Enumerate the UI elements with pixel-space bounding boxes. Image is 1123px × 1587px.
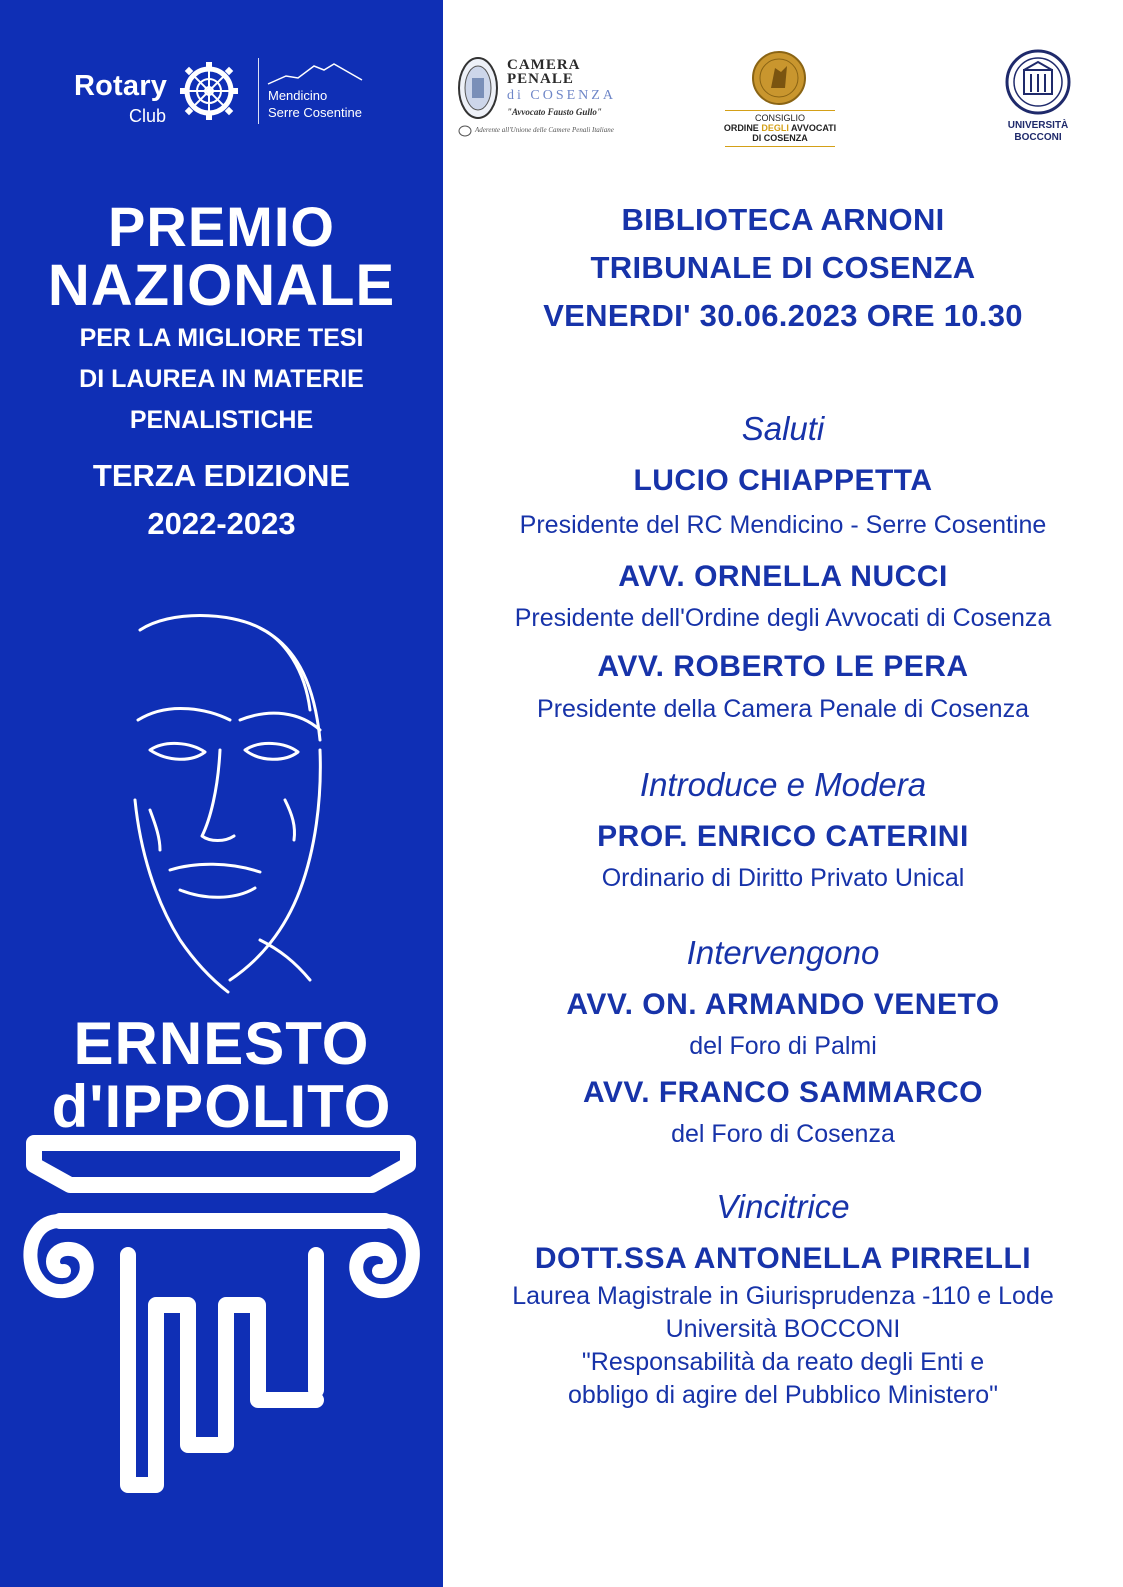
moderator-role: Ordinario di Diritto Privato Unical xyxy=(601,864,965,892)
ordine-bottom-rule xyxy=(725,146,835,147)
title-nazionale: NAZIONALE xyxy=(47,253,396,318)
portrait-illustration xyxy=(110,600,350,1010)
edition-label: TERZA EDIZIONE xyxy=(92,458,351,493)
section-vincitrice: Vincitrice xyxy=(716,1188,850,1225)
bocconi-logo xyxy=(998,48,1078,158)
honoree-last-name: d'IPPOLITO xyxy=(51,1073,392,1140)
section-intervengono: Intervengono xyxy=(686,934,880,971)
edition xyxy=(0,452,443,548)
ionic-column-icon xyxy=(0,1135,443,1515)
section-saluti: Saluti xyxy=(741,410,825,447)
speaker-name: LUCIO CHIAPPETTA xyxy=(633,464,933,497)
ordine-top-rule xyxy=(725,110,835,111)
ordine-line1: CONSIGLIO xyxy=(754,113,805,123)
section-modera: Introduce e Modera xyxy=(639,766,927,803)
winner-name: DOTT.SSA ANTONELLA PIRRELLI xyxy=(534,1242,1032,1275)
ordine-line2: ORDINE DEGLI AVVOCATI xyxy=(723,123,837,133)
camera-penale-logo xyxy=(457,54,647,154)
rotary-club-logo xyxy=(74,56,374,136)
camera-penale-mini-icon xyxy=(457,124,477,138)
edition-years: 2022-2023 xyxy=(147,506,296,541)
bocconi-crest-icon xyxy=(1004,48,1072,118)
rotary-brand: Rotary xyxy=(74,70,168,102)
winner-details xyxy=(443,1280,1123,1412)
rotary-wheel-icon xyxy=(178,60,240,122)
ordine-line3: DI COSENZA xyxy=(752,133,808,143)
camera-penale-line3: di COSENZA xyxy=(507,88,616,103)
rotary-location-line1: Mendicino xyxy=(268,88,328,103)
title-premio: PREMIO xyxy=(108,195,335,258)
camera-penale-line1: CAMERA PENALE xyxy=(507,57,581,87)
ordine-avvocati-logo xyxy=(715,50,845,160)
speaker-role: Presidente del RC Mendicino - Serre Cosentine xyxy=(519,511,1047,539)
subtitle-line: PER LA MIGLIORE TESI xyxy=(79,324,364,352)
rotary-club-label: Club xyxy=(129,106,167,126)
award-subtitle xyxy=(0,318,443,441)
subtitle-line: DI LAUREA IN MATERIE xyxy=(79,365,364,393)
speaker-name: AVV. FRANCO SAMMARCO xyxy=(582,1076,983,1109)
bocconi-line2: BOCCONI xyxy=(1014,132,1062,143)
thesis-title-line: "Responsabilità da reato degli Enti e xyxy=(581,1348,985,1376)
venue-line: TRIBUNALE DI COSENZA xyxy=(590,250,976,285)
speaker-role: Presidente della Camera Penale di Cosenza xyxy=(537,695,1029,723)
partner-logos xyxy=(443,40,1123,160)
speaker-name: AVV. ORNELLA NUCCI xyxy=(618,560,948,593)
left-panel xyxy=(0,0,443,1587)
speaker-role: del Foro di Palmi xyxy=(689,1032,877,1060)
speaker-role: Presidente dell'Ordine degli Avvocati di Cosenza xyxy=(514,604,1052,632)
ordine-seal-icon xyxy=(751,50,807,106)
bocconi-line1: UNIVERSITÀ xyxy=(1007,120,1069,131)
event-datetime: VENERDI' 30.06.2023 ORE 10.30 xyxy=(543,298,1023,333)
rotary-location-line2: Serre Cosentine xyxy=(268,105,362,120)
venue-line: BIBLIOTECA ARNONI xyxy=(621,202,945,237)
speaker-name: AVV. ON. ARMANDO VENETO xyxy=(566,988,1000,1021)
event-venue xyxy=(443,196,1123,340)
camera-penale-caption: Aderente all'Unione delle Camere Penali Italiane xyxy=(475,126,614,134)
camera-penale-seal-icon xyxy=(457,56,499,120)
mountain-icon xyxy=(266,58,366,88)
moderator-name: PROF. ENRICO CATERINI xyxy=(597,820,969,853)
speaker-name: AVV. ROBERTO LE PERA xyxy=(597,650,969,683)
right-panel xyxy=(443,0,1123,1587)
winner-university: Università BOCCONI xyxy=(665,1315,901,1343)
camera-penale-line4: "Avvocato Fausto Gullo" xyxy=(507,107,602,117)
thesis-title-line: obbligo di agire del Pubblico Ministero" xyxy=(568,1381,998,1409)
subtitle-line: PENALISTICHE xyxy=(129,406,314,434)
rotary-divider xyxy=(258,58,259,124)
speaker-role: del Foro di Cosenza xyxy=(671,1120,895,1148)
honoree-first-name: ERNESTO xyxy=(73,1010,370,1077)
winner-degree: Laurea Magistrale in Giurisprudenza -110 e Lode xyxy=(512,1282,1054,1310)
